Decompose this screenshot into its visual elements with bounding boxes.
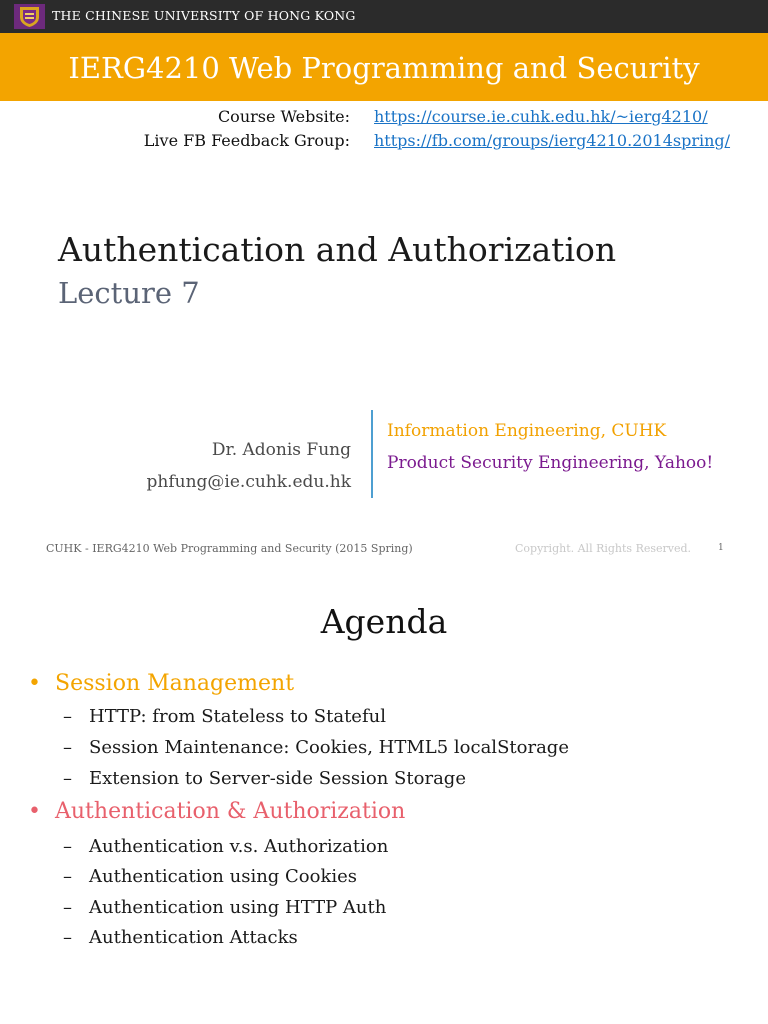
dash-icon: – bbox=[63, 897, 72, 918]
dash-icon: – bbox=[63, 706, 72, 727]
dash-icon: – bbox=[63, 737, 72, 758]
list-item bbox=[63, 897, 386, 918]
author-divider bbox=[371, 410, 373, 498]
section-heading: Authentication & Authorization bbox=[55, 799, 406, 824]
course-website-label: Course Website: bbox=[217, 107, 350, 126]
section-heading: Session Management bbox=[55, 671, 295, 696]
list-item bbox=[63, 706, 386, 727]
affiliation-yahoo: Product Security Engineering, Yahoo! bbox=[387, 453, 714, 473]
affiliation-cuhk: Information Engineering, CUHK bbox=[387, 421, 667, 441]
list-item bbox=[63, 737, 569, 758]
lecture-title: Authentication and Authorization bbox=[58, 230, 617, 269]
dash-icon: – bbox=[63, 866, 72, 887]
list-item-text: Session Maintenance: Cookies, HTML5 localStorage bbox=[89, 737, 569, 758]
footer-copyright: Copyright. All Rights Reserved. bbox=[515, 542, 692, 555]
list-item-text: HTTP: from Stateless to Stateful bbox=[89, 706, 386, 727]
feedback-group-label: Live FB Feedback Group: bbox=[143, 131, 350, 150]
bullet-icon: • bbox=[28, 671, 41, 696]
list-item-text: Extension to Server-side Session Storage bbox=[89, 768, 466, 789]
author-email: phfung@ie.cuhk.edu.hk bbox=[146, 472, 351, 492]
agenda-slide bbox=[0, 566, 768, 1024]
list-item-text: Authentication using Cookies bbox=[89, 866, 358, 887]
university-header-bar bbox=[0, 0, 768, 33]
section-session-management bbox=[28, 671, 294, 696]
footer-course: CUHK - IERG4210 Web Programming and Security (2015 Spring) bbox=[46, 542, 413, 555]
list-item-text: Authentication v.s. Authorization bbox=[89, 836, 389, 857]
course-title-bar bbox=[0, 33, 768, 101]
list-item bbox=[63, 836, 388, 857]
section-authentication-authorization bbox=[28, 799, 405, 824]
list-item bbox=[63, 866, 357, 887]
agenda-title: Agenda bbox=[320, 602, 448, 641]
bullet-icon: • bbox=[28, 799, 41, 824]
list-item bbox=[63, 927, 298, 948]
cuhk-crest-icon bbox=[14, 4, 45, 29]
list-item bbox=[63, 768, 466, 789]
lecture-number: Lecture 7 bbox=[58, 276, 200, 310]
list-item-text: Authentication Attacks bbox=[89, 927, 298, 948]
dash-icon: – bbox=[63, 768, 72, 789]
feedback-group-link[interactable]: https://fb.com/groups/ierg4210.2014spring/ bbox=[374, 131, 731, 150]
dash-icon: – bbox=[63, 836, 72, 857]
course-title: IERG4210 Web Programming and Security bbox=[68, 51, 700, 85]
page-number: 1 bbox=[718, 543, 724, 553]
dash-icon: – bbox=[63, 927, 72, 948]
author-name: Dr. Adonis Fung bbox=[211, 440, 351, 460]
course-website-link[interactable]: https://course.ie.cuhk.edu.hk/~ierg4210/ bbox=[374, 107, 708, 126]
list-item-text: Authentication using HTTP Auth bbox=[89, 897, 387, 918]
university-name: THE CHINESE UNIVERSITY OF HONG KONG bbox=[52, 8, 356, 23]
